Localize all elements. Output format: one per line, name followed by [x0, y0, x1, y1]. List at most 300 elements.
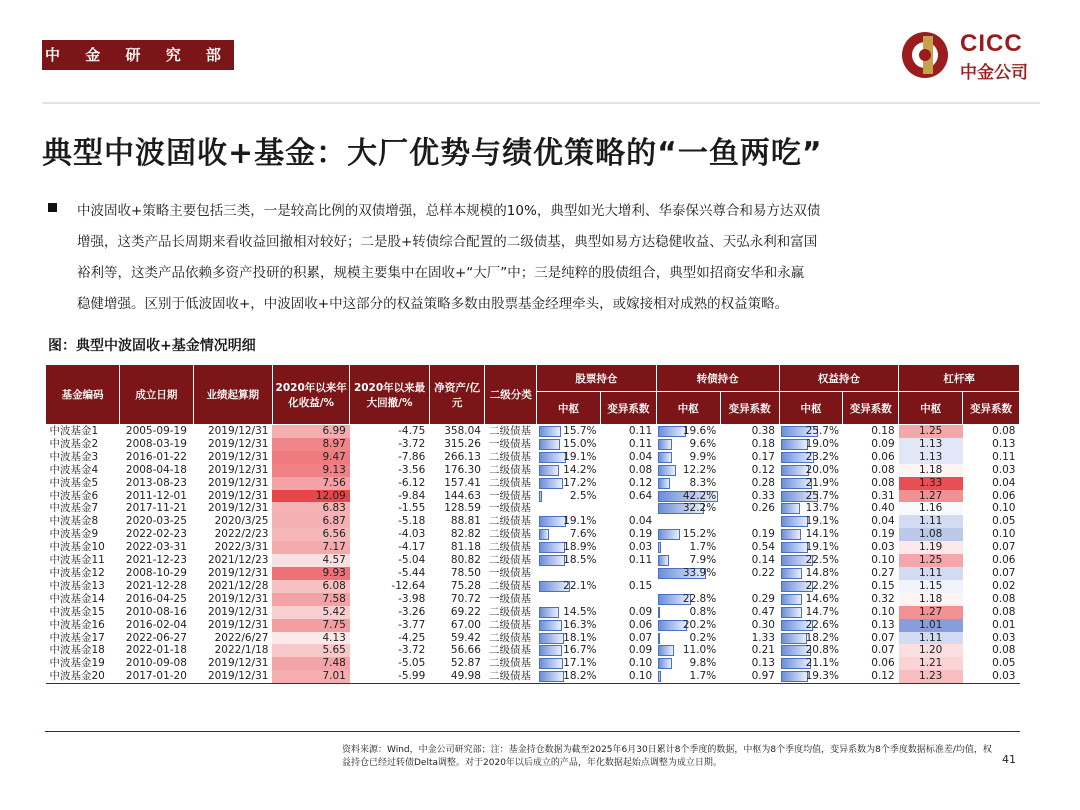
table-row [46, 606, 1020, 619]
cell-ann-return: 6.56 [272, 528, 349, 541]
cell-leverage-cv: 0.07 [992, 541, 1016, 554]
cell-code: 中波基金12 [49, 566, 105, 579]
cell-equity-median [779, 593, 843, 606]
cell-equity-cv: 0.12 [843, 670, 899, 683]
cell-leverage-median: 1.13 [899, 451, 963, 464]
cell-equity-cv: 0.06 [871, 450, 895, 463]
cell-cb-median [656, 644, 720, 657]
cell-stock-median [537, 490, 601, 503]
cell-cb-cv: 0.97 [720, 670, 779, 683]
cell-stock-median [537, 580, 601, 593]
cell-max-drawdown: -5.44 [398, 566, 426, 579]
cell-stock-cv [601, 567, 657, 580]
cell-equity-cv: 0.27 [871, 566, 895, 579]
cell-stock-median [537, 606, 601, 619]
cell-category: 一级债基 [488, 592, 531, 605]
cell-leverage-median: 1.25 [899, 425, 963, 438]
cell-value: 18.1% [563, 631, 597, 644]
cell-ann-return: 7.58 [272, 593, 349, 606]
data-bar [781, 529, 801, 540]
cell-leverage-cv: 0.07 [992, 566, 1016, 579]
data-bar [539, 645, 563, 656]
cell-equity-cv: 0.04 [871, 515, 895, 528]
cell-cb-median [656, 515, 720, 528]
table-row [46, 477, 1020, 490]
cicc-logo-icon [900, 30, 950, 80]
cell-value: 9.9% [689, 450, 717, 463]
cell-cb-cv: 0.54 [751, 541, 775, 554]
cell-leverage-median: 1.01 [899, 619, 963, 632]
cell-leverage-cv: 0.06 [992, 489, 1016, 502]
cell-leverage-cv: 0.10 [992, 502, 1016, 515]
cell-stock-cv: 0.04 [628, 515, 653, 528]
cell-perf-start: 2019/12/31 [207, 489, 269, 502]
cell-ann-return: 7.75 [272, 619, 349, 632]
cell-cb-cv: 0.33 [751, 489, 775, 502]
data-bar [781, 542, 808, 553]
cell-perf-start: 2021/12/23 [207, 554, 269, 567]
table-row [46, 657, 1020, 670]
data-bar [658, 645, 674, 656]
cell-max-drawdown: -3.72 [398, 644, 426, 657]
cell-code: 中波基金17 [49, 631, 105, 644]
cell-leverage-cv: 0.05 [992, 515, 1016, 528]
cell-cb-cv: 0.17 [751, 450, 775, 463]
table-row [46, 541, 1020, 554]
cell-leverage-cv: 0.03 [992, 631, 1016, 644]
cell-value: 7.6% [569, 528, 597, 541]
cell-nav: 56.66 [450, 644, 481, 657]
cell-nav: 80.82 [450, 554, 481, 567]
table-row [46, 528, 1020, 541]
cell-value: 1.7% [689, 541, 717, 554]
cell-category: 二级债基 [488, 657, 531, 670]
cell-stock-median [537, 477, 601, 490]
cell-max-drawdown: -12.64 [391, 579, 426, 592]
cell-inception: 2005-09-19 [125, 425, 187, 437]
cell-cb-cv: 0.28 [751, 476, 775, 489]
cell-equity-median [779, 567, 843, 580]
cell-category: 二级债基 [488, 528, 531, 541]
data-bar [658, 529, 680, 540]
cell-code: 中波基金10 [49, 541, 105, 554]
cell-category: 二级债基 [488, 605, 531, 618]
cell-value: 20.2% [682, 618, 717, 631]
header-inception: 成立日期 [120, 365, 193, 425]
header-median: 中枢 [779, 392, 843, 425]
cell-stock-cv: 0.06 [628, 618, 653, 631]
data-bar [539, 658, 563, 669]
cell-value: 15.0% [563, 437, 597, 450]
header-divider [42, 102, 1040, 104]
cell-code: 中波基金7 [49, 502, 99, 515]
cell-max-drawdown: -5.05 [398, 657, 426, 670]
cell-max-drawdown: -5.99 [350, 670, 429, 683]
data-bar [539, 491, 543, 502]
cell-category: 二级债基 [488, 541, 531, 554]
cell-equity-cv: 0.19 [871, 528, 895, 541]
data-bar [781, 607, 802, 618]
cell-cb-median [656, 477, 720, 490]
cell-max-drawdown: -4.75 [398, 425, 426, 437]
cell-code: 中波基金8 [49, 515, 99, 528]
cell-stock-cv: 0.15 [628, 579, 653, 592]
cell-stock-cv: 0.11 [628, 554, 653, 567]
cell-value: 8.3% [689, 476, 717, 489]
table-row [46, 438, 1020, 451]
cell-category: 二级债基 [485, 670, 537, 683]
cell-stock-cv: 0.12 [628, 476, 653, 489]
cell-inception: 2022-01-18 [125, 644, 187, 657]
cell-perf-start: 2019/12/31 [207, 502, 269, 515]
cell-equity-median [779, 464, 843, 477]
cell-value: 16.7% [563, 644, 597, 657]
cell-category: 二级债基 [488, 644, 531, 657]
cell-value: 20.0% [805, 463, 839, 476]
cell-ann-return: 5.65 [272, 644, 349, 657]
cell-nav: 49.98 [429, 670, 485, 683]
cell-inception: 2017-11-21 [125, 502, 187, 515]
table-row [46, 670, 1020, 683]
cell-value: 18.2% [805, 631, 839, 644]
cell-code: 中波基金4 [49, 463, 99, 476]
cell-value: 19.6% [682, 425, 717, 437]
cell-ann-return: 9.47 [272, 451, 349, 464]
cell-stock-median [537, 502, 601, 515]
cell-nav: 315.26 [444, 437, 481, 450]
cell-perf-start: 2022/2/23 [214, 528, 269, 541]
cell-leverage-median: 1.11 [899, 567, 963, 580]
cell-inception: 2021-12-28 [125, 579, 187, 592]
cell-cb-median [656, 502, 720, 515]
header-nav: 净资产/亿元 [429, 365, 485, 425]
table-row [46, 580, 1020, 593]
cell-cb-median [656, 593, 720, 606]
cell-value: 25.7% [805, 489, 839, 502]
cell-inception: 2020-03-25 [125, 515, 187, 528]
cell-code: 中波基金14 [49, 592, 105, 605]
paragraph-line: 裕利等，这类产品依赖多资产投研的积累，规模主要集中在固收+“大厂”中；三是纯粹的股债组合，典型如招商安华和永赢 [77, 265, 805, 281]
data-bar [539, 542, 566, 553]
cell-stock-median [537, 515, 601, 528]
cell-leverage-median: 1.08 [899, 528, 963, 541]
cell-leverage-cv: 0.06 [992, 554, 1016, 567]
cell-ann-return: 5.42 [272, 606, 349, 619]
cell-nav: 70.72 [450, 592, 481, 605]
cell-perf-start: 2019/12/31 [207, 566, 269, 579]
cell-stock-cv: 0.10 [628, 657, 653, 670]
cell-value: 9.8% [689, 657, 717, 670]
cell-nav: 75.28 [450, 579, 481, 592]
data-bar [539, 452, 566, 463]
cell-value: 33.9% [682, 566, 717, 579]
cell-cb-cv: 0.38 [751, 425, 775, 437]
cell-stock-cv: 0.10 [601, 670, 657, 683]
cell-max-drawdown: -9.84 [398, 489, 426, 502]
cell-nav: 67.00 [450, 618, 481, 631]
cell-cb-median [656, 541, 720, 554]
cell-value: 11.0% [682, 644, 717, 657]
header-cv: 变异系数 [963, 392, 1020, 425]
cell-category: 二级债基 [488, 425, 531, 437]
cell-code: 中波基金1 [49, 425, 99, 437]
cell-value: 14.6% [805, 592, 839, 605]
cell-stock-median [537, 632, 601, 645]
cell-category: 二级债基 [488, 515, 531, 528]
cell-max-drawdown: -3.77 [398, 618, 426, 631]
table-row [46, 644, 1020, 657]
cell-equity-median [779, 606, 843, 619]
cell-stock-median [537, 425, 601, 438]
cell-value: 22.8% [682, 592, 717, 605]
cell-value: 19.1% [805, 515, 839, 528]
header-stock-group: 股票持仓 [537, 365, 657, 392]
cell-leverage-median: 1.23 [899, 670, 963, 683]
header-cv: 变异系数 [601, 392, 657, 425]
cell-category: 二级债基 [488, 554, 531, 567]
data-bar [781, 516, 808, 527]
cell-equity-cv: 0.15 [871, 579, 895, 592]
header-max-drawdown: 2020年以来最大回撤/% [350, 365, 429, 425]
cell-cb-cv: 0.19 [751, 528, 775, 541]
cell-cb-cv: 0.12 [751, 463, 775, 476]
cell-leverage-median: 1.18 [899, 464, 963, 477]
header-ann-return: 2020年以来年化收益/% [272, 365, 349, 425]
cell-cb-median [656, 670, 720, 683]
cell-equity-median [779, 580, 843, 593]
data-bar [781, 633, 807, 644]
cell-equity-cv: 0.09 [871, 437, 895, 450]
cell-cb-median [656, 632, 720, 645]
cell-leverage-median: 1.18 [899, 593, 963, 606]
cell-cb-median [656, 619, 720, 632]
cell-value: 22.2% [805, 579, 839, 592]
cell-cb-cv: 0.22 [751, 566, 775, 579]
data-bar [539, 529, 550, 540]
cell-cb-cv: 0.21 [751, 644, 775, 657]
cell-leverage-cv: 0.13 [992, 437, 1016, 450]
cell-value: 25.7% [805, 425, 839, 437]
cell-leverage-cv: 0.08 [992, 605, 1016, 618]
paragraph-line: 中波固收+策略主要包括三类，一是较高比例的双债增强，总样本规模的10%，典型如光大增利、华泰保兴尊合和易方达双债 [77, 203, 821, 219]
data-bar [658, 658, 672, 669]
cell-equity-cv: 0.07 [871, 644, 895, 657]
cell-code: 中波基金5 [49, 476, 99, 489]
cell-stock-median [537, 657, 601, 670]
cell-category: 一级债基 [488, 437, 531, 450]
cell-equity-median [779, 490, 843, 503]
cell-nav: 266.13 [444, 450, 481, 463]
cell-category: 二级债基 [488, 450, 531, 463]
data-bar [539, 516, 566, 527]
cell-value: 15.7% [563, 425, 597, 437]
cell-perf-start: 2019/12/31 [207, 450, 269, 463]
cell-value: 16.3% [563, 618, 597, 631]
cell-nav: 69.22 [450, 605, 481, 618]
cell-equity-median [779, 632, 843, 645]
cell-ann-return: 6.87 [272, 515, 349, 528]
cell-cb-cv: 0.30 [751, 618, 775, 631]
table-row [46, 554, 1020, 567]
data-bar [539, 439, 560, 450]
figure-title: 图：典型中波固收+基金情况明细 [48, 338, 256, 354]
data-bar [539, 426, 561, 437]
cell-inception: 2017-01-20 [120, 670, 193, 683]
cell-nav: 144.63 [444, 489, 481, 502]
cell-inception: 2008-03-19 [125, 437, 187, 450]
cell-value: 22.5% [805, 554, 839, 567]
data-bar [658, 452, 672, 463]
cell-value: 12.2% [682, 463, 717, 476]
cell-value: 18.5% [563, 554, 597, 567]
page-number: 41 [1002, 753, 1016, 766]
cell-stock-median [537, 593, 601, 606]
cell-equity-median [779, 657, 843, 670]
cell-ann-return: 7.17 [272, 541, 349, 554]
data-bar [658, 426, 686, 437]
header-cv: 变异系数 [843, 392, 899, 425]
cell-inception: 2010-09-08 [125, 657, 187, 670]
cell-stock-cv [601, 593, 657, 606]
cell-perf-start: 2019/12/31 [207, 657, 269, 670]
cell-cb-median [656, 554, 720, 567]
cell-inception: 2016-04-25 [125, 592, 187, 605]
cicc-logo [900, 28, 1050, 82]
cell-equity-median [779, 541, 843, 554]
data-bar [658, 555, 669, 566]
cell-value: 17.1% [563, 657, 597, 670]
data-bar [781, 594, 802, 605]
cell-nav: 78.50 [450, 566, 481, 579]
cell-perf-start: 2019/12/31 [207, 425, 269, 437]
cell-value: 1.7% [689, 670, 717, 683]
cell-value: 19.1% [805, 541, 839, 554]
cell-leverage-cv: 0.04 [992, 476, 1016, 489]
cell-code: 中波基金9 [49, 528, 99, 541]
cell-code: 中波基金18 [49, 644, 105, 657]
cell-code: 中波基金11 [49, 554, 105, 567]
cell-code: 中波基金19 [49, 657, 105, 670]
cell-ann-return: 9.13 [272, 464, 349, 477]
cell-max-drawdown: -3.72 [398, 437, 426, 450]
cell-nav: 59.42 [450, 631, 481, 644]
cell-value: 14.1% [805, 528, 839, 541]
cell-leverage-median: 1.27 [899, 490, 963, 503]
cell-stock-cv: 0.19 [628, 528, 653, 541]
cell-equity-median [779, 438, 843, 451]
cell-cb-cv [720, 580, 779, 593]
cell-cb-median [656, 425, 720, 438]
data-bar [781, 671, 808, 682]
cell-inception: 2016-01-22 [125, 450, 187, 463]
logo-text-en: CICC [960, 30, 1023, 57]
cell-ann-return: 4.57 [272, 554, 349, 567]
cell-equity-cv: 0.31 [871, 489, 895, 502]
cell-category: 一级债基 [488, 489, 531, 502]
cell-stock-cv: 0.11 [628, 425, 653, 437]
cell-category: 二级债基 [488, 631, 531, 644]
cell-category: 二级债基 [488, 618, 531, 631]
table-row [46, 619, 1020, 632]
table-row [46, 593, 1020, 606]
cell-equity-cv: 0.08 [871, 463, 895, 476]
cell-leverage-median: 1.11 [899, 632, 963, 645]
cell-max-drawdown: -4.25 [398, 631, 426, 644]
cell-equity-median [779, 425, 843, 438]
page-title: 典型中波固收+基金：大厂优势与绩优策略的“一鱼两吃” [42, 136, 823, 171]
data-bar [658, 439, 672, 450]
header-median: 中枢 [656, 392, 720, 425]
cell-nav: 82.82 [450, 528, 481, 541]
cell-inception: 2022-06-27 [125, 631, 187, 644]
cell-value: 0.8% [689, 605, 717, 618]
cell-equity-cv: 0.10 [871, 554, 895, 567]
cell-leverage-median: 1.15 [899, 580, 963, 593]
cell-leverage-cv: 0.02 [992, 579, 1016, 592]
cell-value: 22.6% [805, 618, 839, 631]
cell-equity-cv: 0.07 [871, 631, 895, 644]
cell-perf-start: 2019/12/31 [207, 463, 269, 476]
cell-stock-median [537, 528, 601, 541]
cell-value: 23.2% [805, 450, 839, 463]
cell-inception: 2022-02-23 [125, 528, 187, 541]
cell-cb-median [656, 464, 720, 477]
cell-value: 14.8% [805, 566, 839, 579]
cell-value: 0.2% [689, 631, 717, 644]
cell-max-drawdown: -3.56 [398, 463, 426, 476]
data-bar [539, 633, 565, 644]
cell-cb-cv: 0.47 [751, 605, 775, 618]
cell-leverage-cv: 0.08 [992, 644, 1016, 657]
cell-perf-start: 2021/12/28 [207, 579, 269, 592]
bullet-square-icon [48, 203, 57, 212]
cell-perf-start: 2019/12/31 [207, 592, 269, 605]
cell-value: 19.1% [563, 450, 597, 463]
cell-leverage-median: 1.20 [899, 644, 963, 657]
cell-stock-cv: 0.04 [628, 450, 653, 463]
table-row [46, 464, 1020, 477]
cell-leverage-median: 1.16 [899, 502, 963, 515]
table-row [46, 515, 1020, 528]
cell-max-drawdown: -3.26 [398, 605, 426, 618]
cell-value: 13.7% [805, 502, 839, 515]
cell-inception: 2022-03-31 [125, 541, 187, 554]
cell-max-drawdown: -4.17 [398, 541, 426, 554]
cell-leverage-cv: 0.08 [992, 592, 1016, 605]
cell-value: 15.2% [682, 528, 717, 541]
header-leverage-group: 杠杆率 [899, 365, 1020, 392]
cell-equity-median [779, 528, 843, 541]
data-bar [539, 465, 559, 476]
cell-nav: 81.18 [450, 541, 481, 554]
cell-value: 42.2% [682, 489, 717, 502]
cell-value: 22.1% [563, 579, 597, 592]
data-bar [658, 465, 675, 476]
cell-nav: 52.87 [450, 657, 481, 670]
table-row [46, 502, 1020, 515]
cell-equity-median [779, 644, 843, 657]
cell-ann-return: 6.83 [272, 502, 349, 515]
data-bar [539, 671, 565, 682]
header-category: 二级分类 [485, 365, 537, 425]
header-equity-group: 权益持仓 [779, 365, 899, 392]
cell-stock-cv [601, 502, 657, 515]
cell-equity-cv: 0.03 [871, 541, 895, 554]
table-row [46, 632, 1020, 645]
fund-table [45, 364, 1020, 684]
cell-stock-cv: 0.09 [628, 644, 653, 657]
cell-inception: 2011-12-01 [125, 489, 187, 502]
